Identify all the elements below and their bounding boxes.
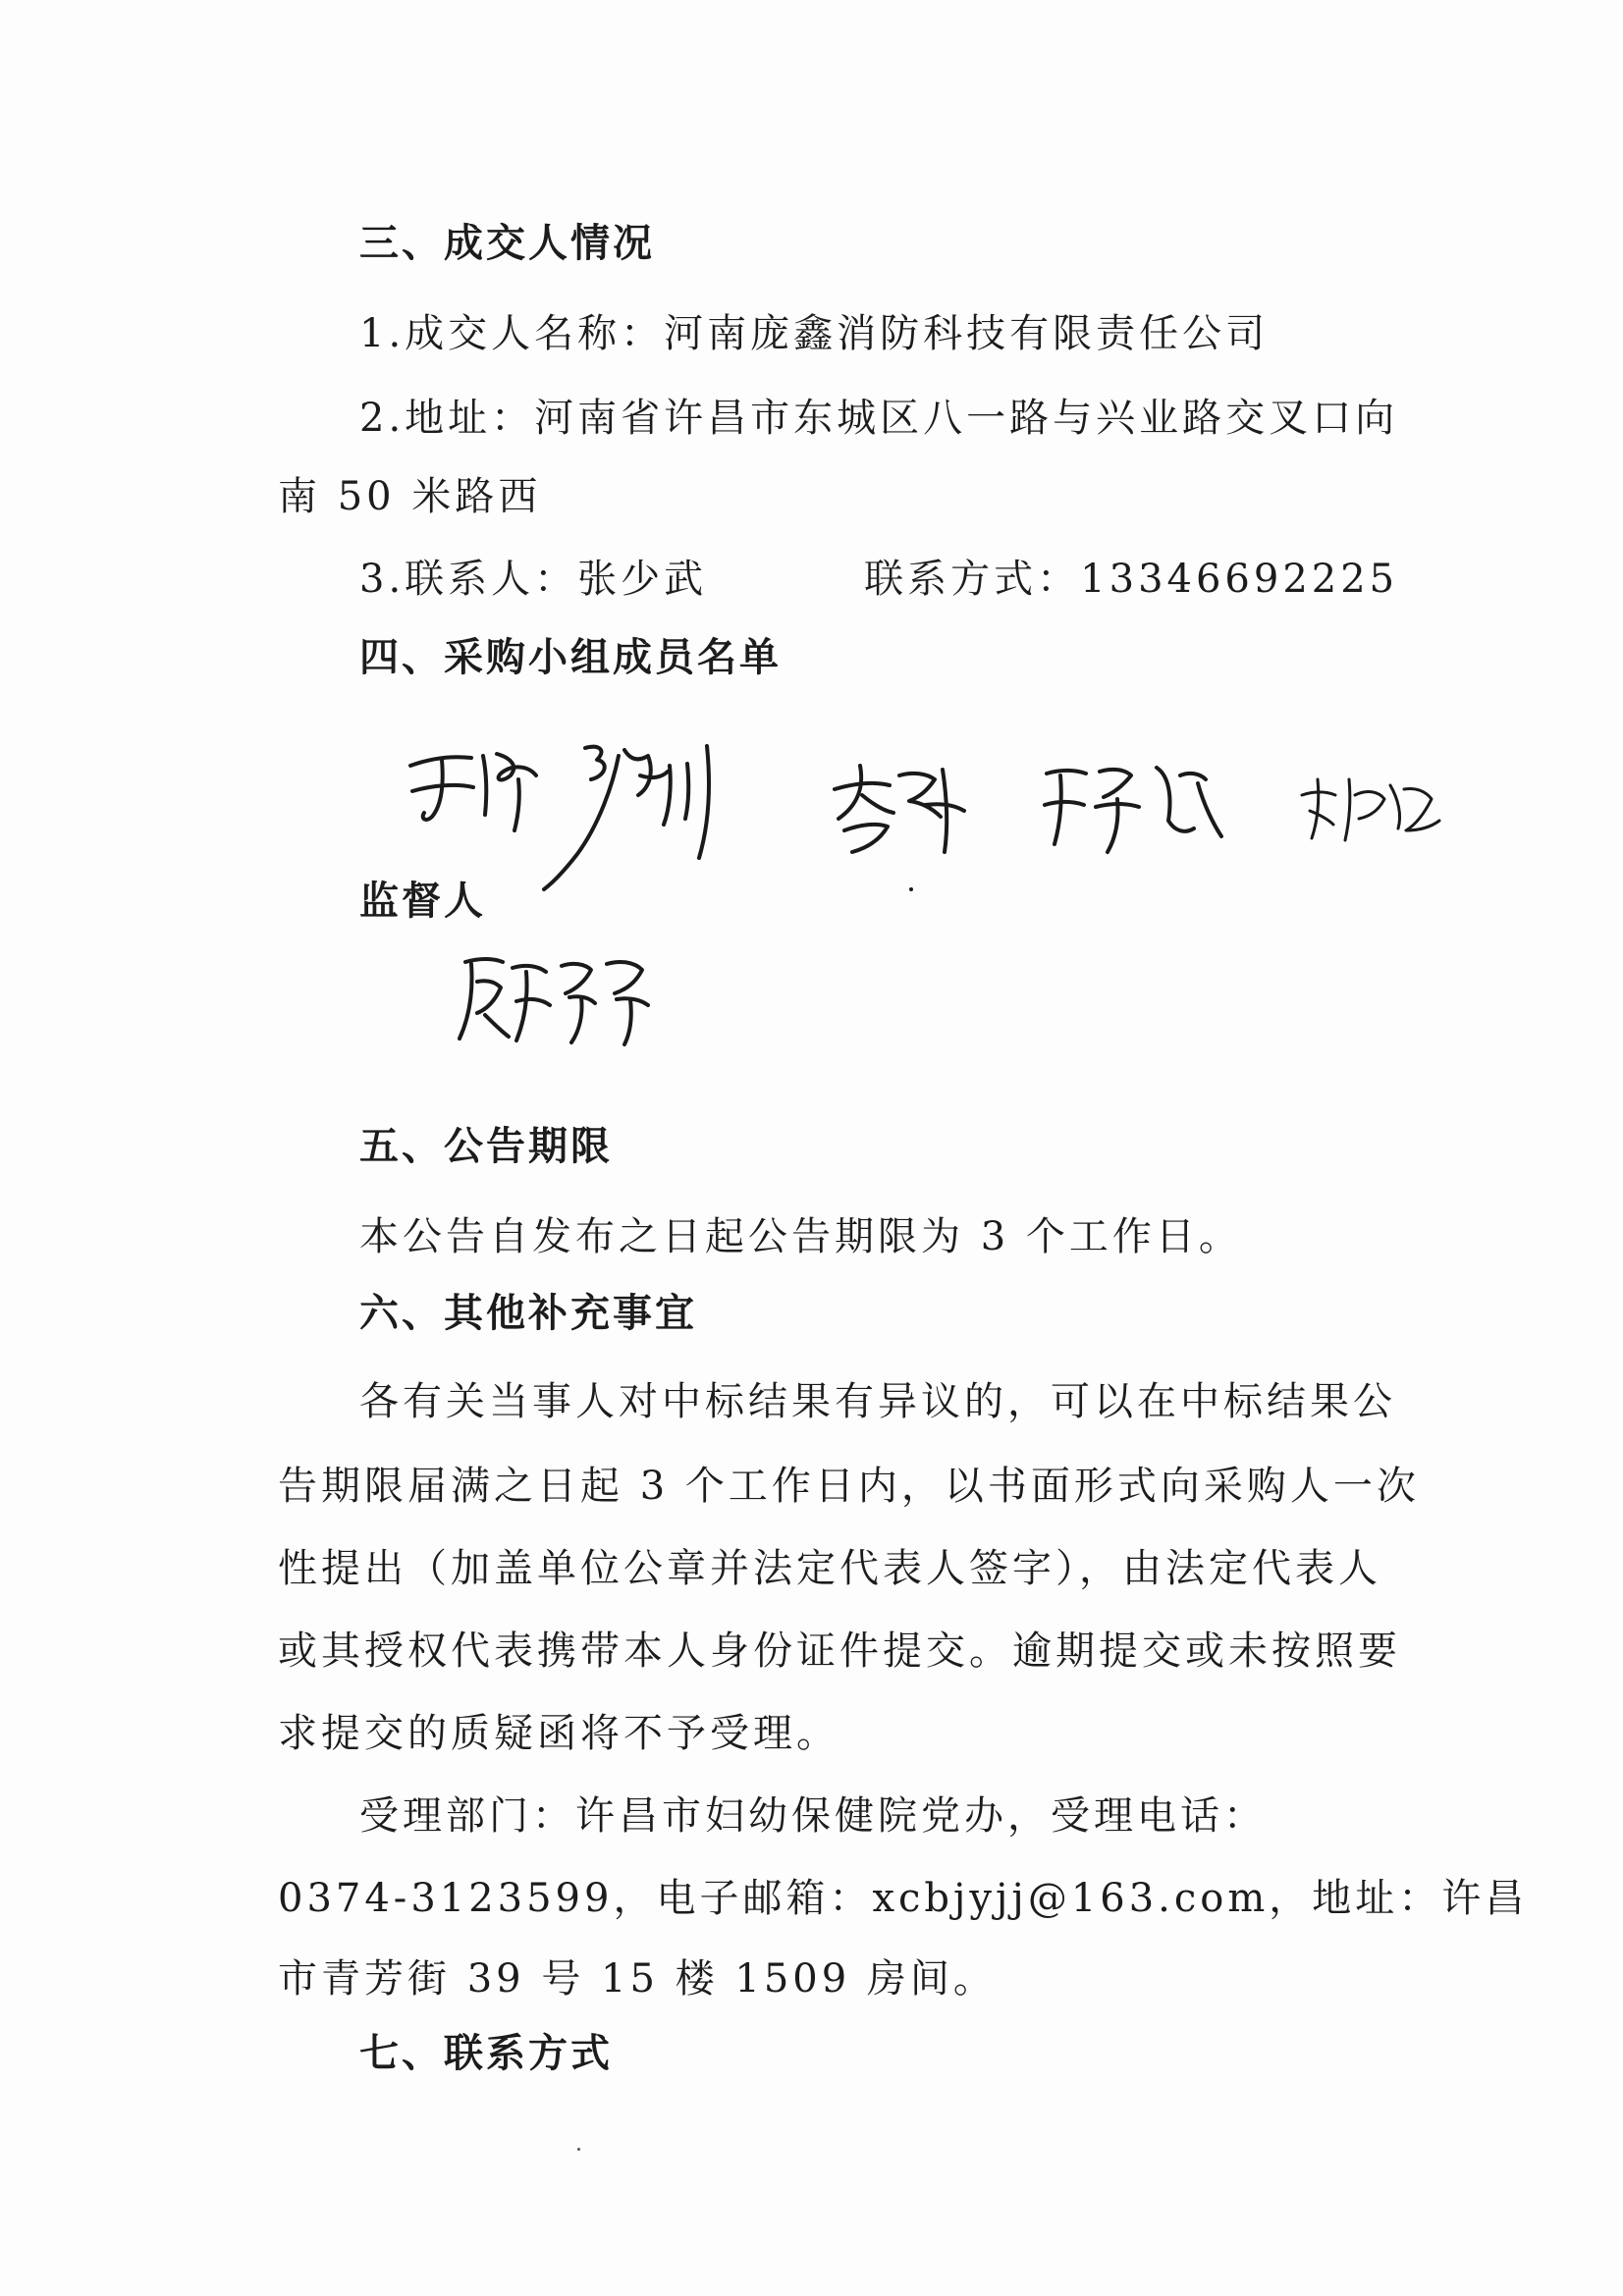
- winner-name-line: 1.成交人名称：河南庞鑫消防科技有限责任公司: [359, 311, 1270, 356]
- contact-person: 3.联系人：张少武: [359, 557, 708, 602]
- member-signatures: [403, 726, 1443, 903]
- period-text: 本公告自发布之日起公告期限为 3 个工作日。: [359, 1214, 1242, 1259]
- supervisor-signature-block: [452, 942, 668, 1050]
- objection-paragraph-line-1: 各有关当事人对中标结果有异议的，可以在中标结果公: [359, 1379, 1396, 1424]
- objection-paragraph-line-3: 性提出（加盖单位公章并法定代表人签字），由法定代表人: [278, 1546, 1381, 1591]
- section-heading-winner: 三、成交人情况: [359, 221, 655, 266]
- scan-speck: [577, 2148, 580, 2151]
- contact-phone: 联系方式：13346692225: [864, 557, 1399, 602]
- supervisor-label: 监督人: [359, 879, 486, 924]
- objection-paragraph-line-2: 告期限届满之日起 3 个工作日内，以书面形式向采购人一次: [278, 1464, 1420, 1509]
- signature-member-1: [403, 736, 550, 844]
- winner-contact-line: [359, 552, 1398, 607]
- contact-dept-line-2: 0374-3123599，电子邮箱：xcbjyjj@163.com，地址：许昌: [278, 1876, 1529, 1921]
- contact-dept-line-3: 市青芳街 39 号 15 楼 1509 房间。: [278, 1956, 997, 2002]
- section-heading-contact: 七、联系方式: [359, 2031, 613, 2076]
- objection-paragraph-line-5: 求提交的质疑函将不予受理。: [278, 1711, 839, 1756]
- winner-address-line-2: 南 50 米路西: [278, 474, 542, 519]
- winner-address-line-1: 2.地址：河南省许昌市东城区八一路与兴业路交叉口向: [359, 396, 1399, 441]
- signature-supervisor: [452, 942, 668, 1050]
- contact-dept-line-1: 受理部门：许昌市妇幼保健院党办，受理电话：: [359, 1793, 1267, 1839]
- signature-member-4: [1031, 746, 1227, 893]
- section-heading-other: 六、其他补充事宜: [359, 1291, 697, 1336]
- signature-member-2: [530, 726, 736, 893]
- section-heading-panel: 四、采购小组成员名单: [359, 635, 782, 680]
- signature-member-3: [825, 746, 972, 893]
- section-heading-period: 五、公告期限: [359, 1124, 613, 1169]
- objection-paragraph-line-4: 或其授权代表携带本人身份证件提交。逾期提交或未按照要: [278, 1629, 1401, 1674]
- signature-member-5: [1296, 766, 1443, 854]
